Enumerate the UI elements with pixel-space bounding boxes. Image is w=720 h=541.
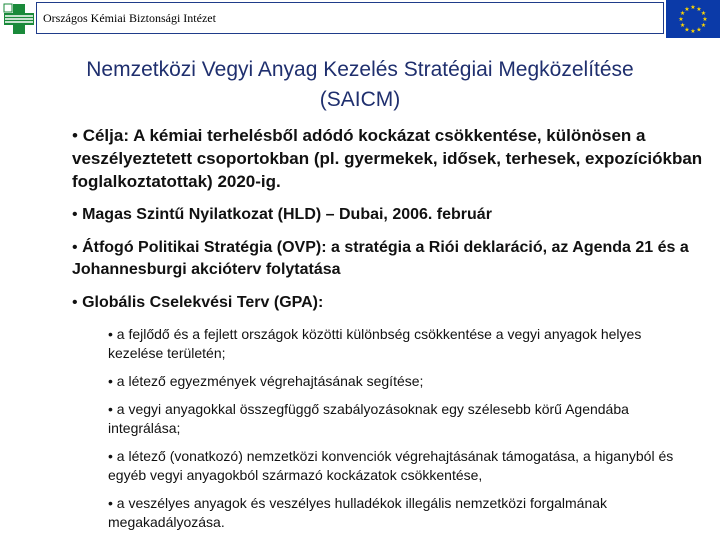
eu-star-icon: ★ bbox=[690, 5, 696, 12]
bullet-item bbox=[72, 237, 712, 281]
bullet-marker: • bbox=[72, 239, 78, 256]
bullet-text: Célja: A kémiai terhelésből adódó kockázat csökkentése, különösen a veszélyeztetett csoportokban (pl. gyermekek, idősek, terhesek, expozíciókban foglalkoztatottak) 2020-ig. bbox=[72, 126, 703, 191]
slide-title bbox=[0, 55, 720, 115]
sub-bullet-item: • a veszélyes anyagok és veszélyes hulladékok illegális nemzetközi forgalmának megakadályozása. bbox=[108, 495, 608, 530]
bullet-text: Globális Cselekvési Terv (GPA): bbox=[82, 294, 324, 311]
sub-bullet-item: • a létező (vonatkozó) nemzetközi konvenciók végrehajtásának támogatása, a higanyból és egyéb vegyi anyagokból származó kockázatok csökkentése, bbox=[108, 448, 674, 483]
sub-bullet-item: • a fejlődő és a fejlett országok közötti különbség csökkentése a vegyi anyagok helyes kezelése területén; bbox=[108, 326, 642, 361]
bullet-item bbox=[72, 292, 712, 314]
bullet-marker: • bbox=[72, 126, 78, 145]
slide-header bbox=[0, 0, 720, 40]
title-line-1: Nemzetközi Vegyi Anyag Kezelés Stratégiai Megközelítése bbox=[86, 58, 634, 81]
eu-flag-icon bbox=[666, 0, 720, 38]
eu-star-icon: ★ bbox=[684, 27, 690, 34]
okbi-logo-icon bbox=[2, 2, 36, 36]
eu-star-icon: ★ bbox=[700, 23, 707, 30]
institute-banner bbox=[36, 2, 664, 34]
bullet-text: Magas Szintű Nyilatkozat (HLD) – Dubai, 2006. február bbox=[82, 206, 492, 223]
eu-star-icon: ★ bbox=[684, 6, 690, 13]
eu-star-icon: ★ bbox=[700, 11, 707, 18]
eu-star-icon: ★ bbox=[679, 23, 686, 30]
sub-bullet-item: • a vegyi anyagokkal összegfüggő szabályozásoknak egy szélesebb körű Agendába integrálása; bbox=[108, 401, 629, 436]
eu-star-icon: ★ bbox=[702, 17, 708, 24]
bullet-marker: • bbox=[72, 294, 78, 311]
slide-content bbox=[72, 124, 712, 541]
institute-name: Országos Kémiai Biztonsági Intézet bbox=[43, 11, 216, 25]
bullet-marker: • bbox=[72, 206, 78, 223]
bullet-item bbox=[72, 124, 712, 193]
bullet-text: Átfogó Politikai Stratégia (OVP): a stratégia a Riói deklaráció, az Agenda 21 és a Johannesburgi akcióterv folytatása bbox=[72, 239, 689, 278]
eu-star-icon: ★ bbox=[690, 29, 696, 36]
eu-star-icon: ★ bbox=[678, 17, 684, 24]
sub-bullet-item: • a létező egyezmények végrehajtásának segítése; bbox=[108, 373, 424, 389]
title-line-2: (SAICM) bbox=[319, 88, 401, 111]
eu-star-icon: ★ bbox=[679, 11, 686, 18]
bullet-item bbox=[72, 204, 712, 226]
eu-star-icon: ★ bbox=[696, 27, 702, 34]
eu-star-icon: ★ bbox=[696, 6, 702, 13]
